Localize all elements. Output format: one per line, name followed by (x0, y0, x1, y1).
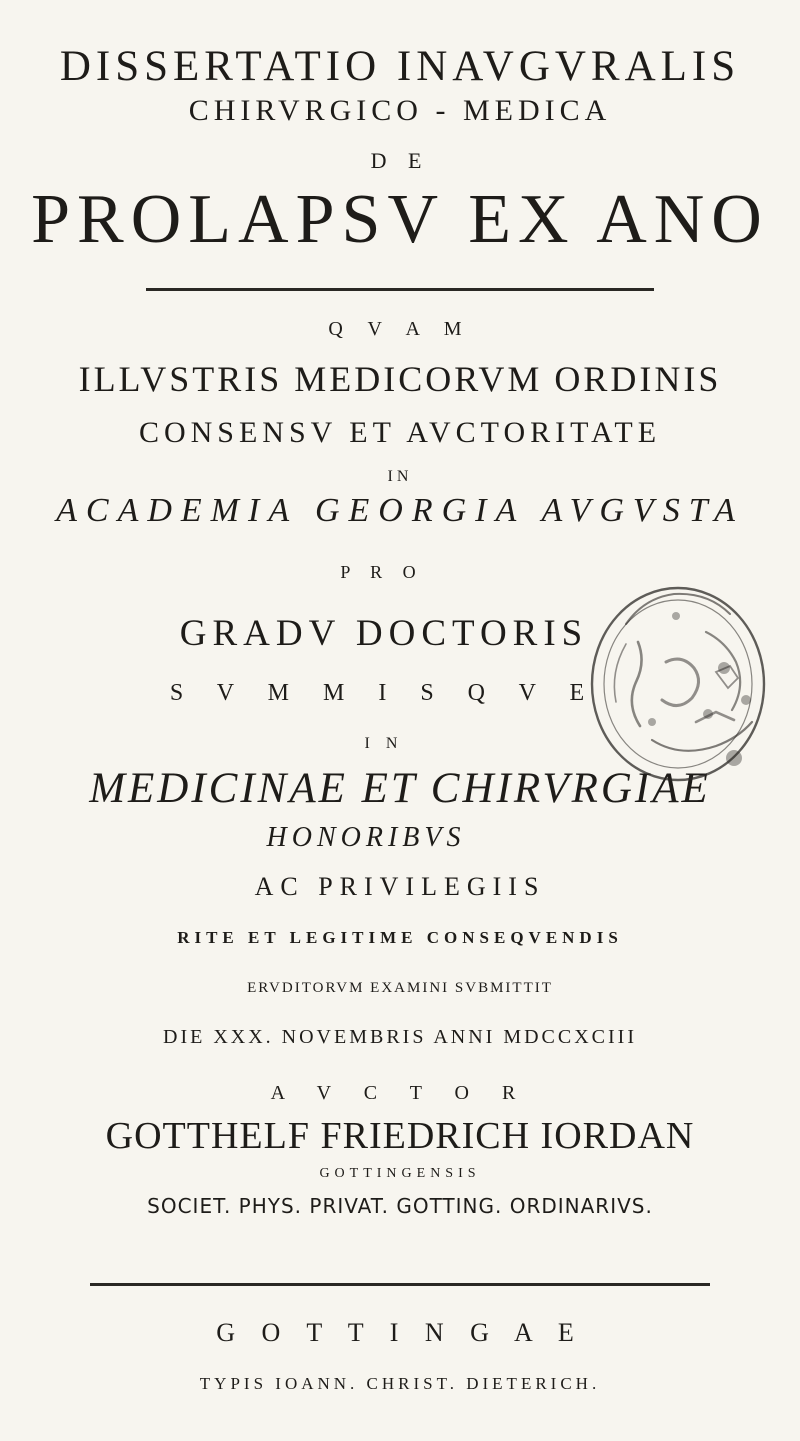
title-divider-rule (146, 288, 654, 291)
heading-chirurgico: CHIRVRGICO - MEDICA (188, 94, 612, 127)
word-de: D E (370, 148, 430, 173)
ac-privilegiis-line: AC PRIVILEGIIS (254, 872, 546, 901)
date-line: DIE XXX. NOVEMBRIS ANNI MDCCXCIII (163, 1026, 637, 1048)
gradv-line: GRADV DOCTORIS (179, 613, 589, 654)
library-stamp (556, 572, 794, 804)
heading-dissertatio: DISSERTATIO INAVGVRALIS (59, 43, 741, 90)
word-pro: P R O (340, 562, 424, 582)
rite-line: RITE ET LEGITIME CONSEQVENDIS (177, 928, 623, 947)
word-in-1: IN (387, 468, 413, 485)
word-in-2: I N (364, 735, 404, 752)
svmmisqve-line: S V M M I S Q V E (169, 680, 599, 706)
societ-line: SOCIET. PHYS. PRIVAT. GOTTING. ORDINARIVS. (147, 1194, 653, 1218)
medicinae-line: MEDICINAE ET CHIRVRGIAE (89, 765, 711, 812)
illustris-line: ILLVSTRIS MEDICORVM ORDINIS (78, 359, 722, 399)
word-qvam: Q V A M (328, 318, 472, 340)
imprint-divider-rule (90, 1283, 710, 1286)
author-name: GOTTHELF FRIEDRICH IORDAN (105, 1115, 695, 1157)
consensv-line: CONSENSV ET AVCTORITATE (138, 416, 662, 449)
printer-line: TYPIS IOANN. CHRIST. DIETERICH. (199, 1374, 601, 1393)
ervditorvm-line: ERVDITORVM EXAMINI SVBMITTIT (247, 980, 553, 996)
word-avctor: A V C T O R (270, 1082, 530, 1104)
academia-line: ACADEMIA GEORGIA AVGVSTA (56, 492, 744, 529)
city-line: G O T T I N G A E (216, 1318, 584, 1347)
honoribvs-line: HONORIBVS (266, 822, 466, 853)
main-title: PROLAPSV EX ANO (31, 181, 769, 258)
gottingensis-line: GOTTINGENSIS (319, 1166, 481, 1181)
